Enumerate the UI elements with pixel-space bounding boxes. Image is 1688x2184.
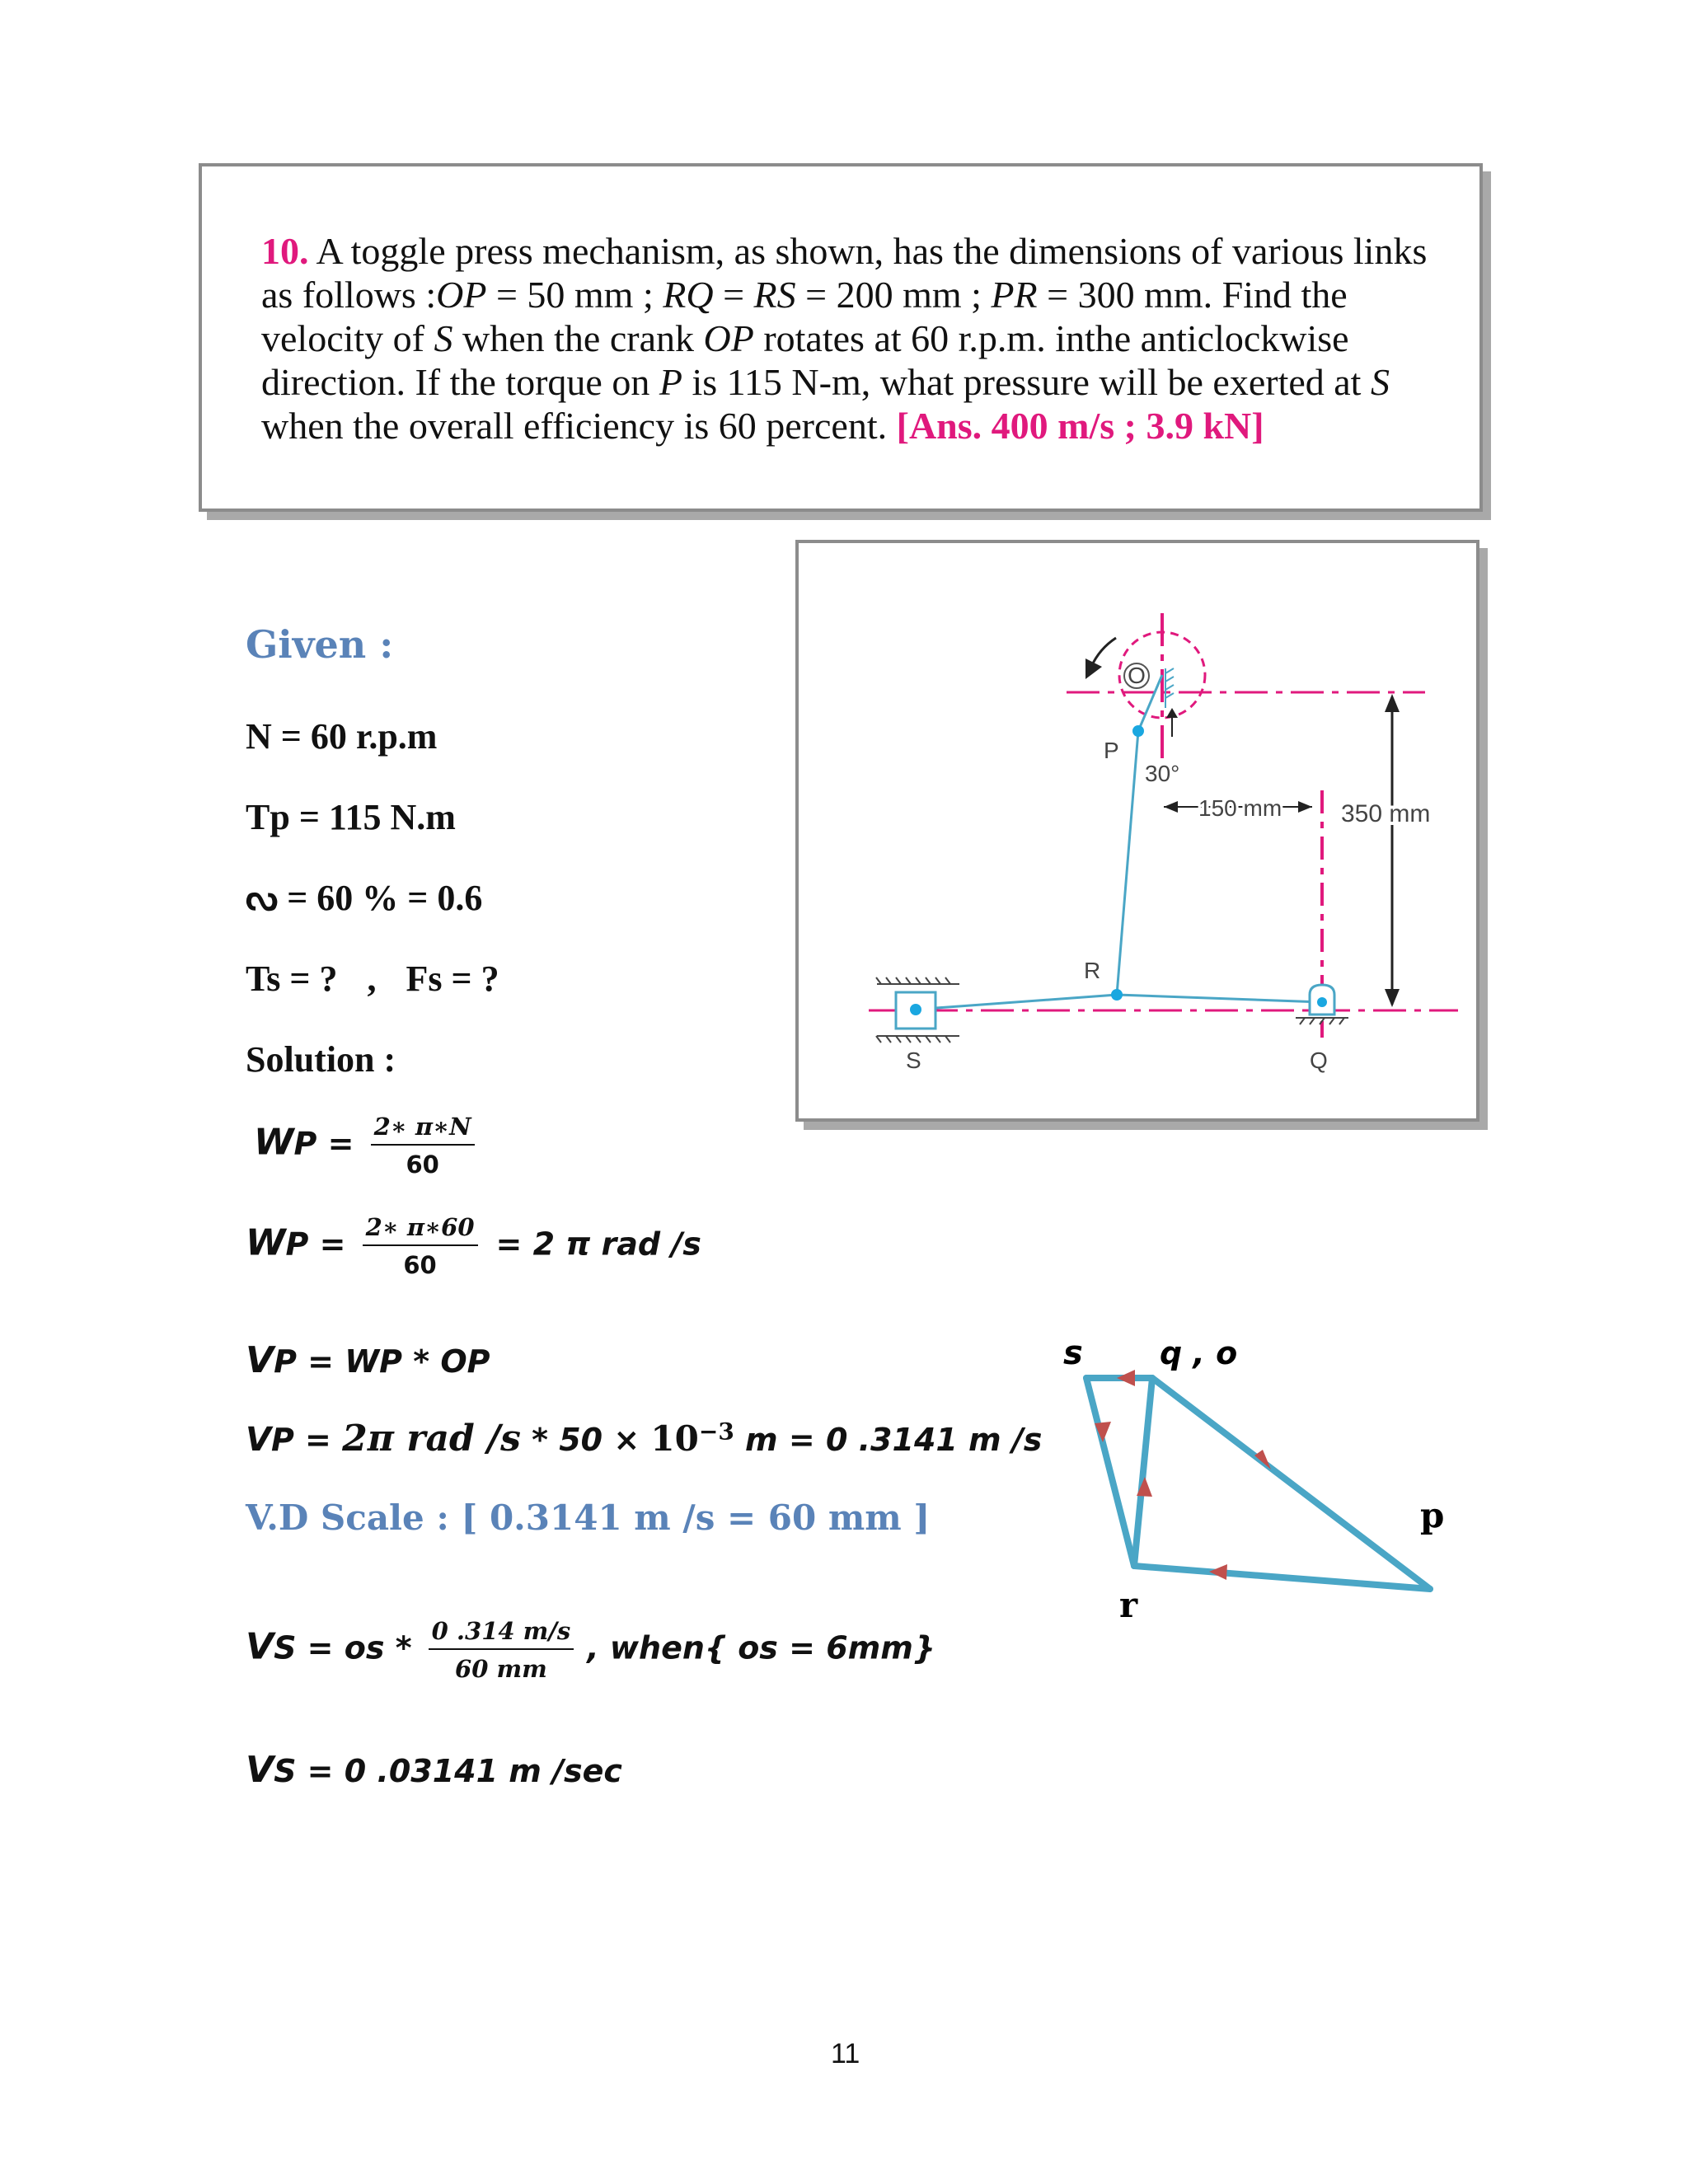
label-s: S xyxy=(906,1047,921,1073)
label-vd-qo: q , o xyxy=(1160,1335,1238,1371)
mechanism-diagram xyxy=(799,543,1476,1118)
page-number: 11 xyxy=(831,2038,860,2069)
given-tp: Tp = 115 N.m xyxy=(246,797,456,837)
problem-box xyxy=(199,163,1483,512)
arrow-so xyxy=(1117,1370,1135,1386)
given-heading: Given : xyxy=(246,622,394,667)
given-unknowns: Ts = ? , Fs = ? xyxy=(246,958,499,999)
arrow-pr xyxy=(1209,1564,1227,1580)
link-pr xyxy=(1117,731,1138,995)
vd-scale: V.D Scale : [ 0.3141 m /s = 60 mm ] xyxy=(246,1497,931,1538)
solution-heading: Solution : xyxy=(246,1039,396,1080)
wp-formula: WP = $\frac{2∗ \pi∗N}{60}$ xyxy=(254,1113,481,1179)
label-r: R xyxy=(1084,958,1101,983)
vector-rq xyxy=(1134,1378,1152,1566)
dim-350-label: 350 mm xyxy=(1341,800,1431,827)
answer: [Ans. 400 m/s ; 3.9 kN] xyxy=(896,405,1264,447)
joint-r xyxy=(1111,989,1123,1001)
problem-number: 10. xyxy=(261,230,309,272)
label-q: Q xyxy=(1310,1047,1328,1073)
dim-350-arrow-bottom xyxy=(1385,989,1400,1007)
wp-substitution: WP = $\frac{2∗ \pi∗60}{60}$ = 2 π rad /s xyxy=(246,1213,701,1279)
efficiency-symbol: ᔓ xyxy=(246,878,279,918)
label-o: O xyxy=(1128,663,1146,688)
vs-fraction: $\frac{0 .314 m/s}{60 mm}$ xyxy=(429,1617,574,1683)
rotation-arrow xyxy=(1091,638,1116,667)
wp-fraction: $\frac{2∗ \pi∗N}{60}$ xyxy=(371,1113,475,1179)
label-vd-p: p xyxy=(1420,1495,1445,1535)
dim-150-arrow-right xyxy=(1298,801,1312,813)
vector-rs xyxy=(1086,1378,1134,1566)
pivot-q xyxy=(1296,985,1348,1024)
vs-formula: VS = os * $\frac{0 .314 m/s}{60 mm}$ , when{ os = 6mm} xyxy=(246,1617,935,1683)
label-vd-r: r xyxy=(1119,1585,1138,1625)
joint-p xyxy=(1132,725,1144,737)
label-p: P xyxy=(1104,738,1119,763)
wp-substitution-fraction: $\frac{2∗ \pi∗60}{60}$ xyxy=(363,1213,478,1279)
label-vd-s: s xyxy=(1063,1334,1083,1372)
vp-substitution: VP = 2π rad $/s * 50 \times 10^{-3}$ m = 0 .3141 m /s xyxy=(246,1418,1043,1460)
vector-pr xyxy=(1134,1566,1430,1589)
velocity-diagram xyxy=(1030,1327,1492,1632)
angle-arrowhead xyxy=(1166,708,1178,718)
given-n: N = 60 r.p.m xyxy=(246,716,438,757)
given-efficiency: ᔓ = 60 % = 0.6 xyxy=(246,878,483,918)
pivot-o-hatch xyxy=(1165,668,1174,708)
problem-statement: 10. A toggle press mechanism, as shown, has the dimensions of various links as follows :OP = 50 mm ; RQ = RS = 200 mm ; PR = 300 mm. Find the velocity of S when the crank OP rotates at 60 r.p.m. inthe anticlockwise direction. If the torque on P is 115 N-m, what pressure will be exerted at S when the overall efficiency is 60 percent. [Ans. 400 m/s ; 3.9 kN] xyxy=(261,230,1428,447)
vp-formula: VP = WP * OP xyxy=(246,1339,490,1381)
link-rs xyxy=(914,995,1117,1010)
vector-op xyxy=(1152,1378,1430,1589)
dim-350-arrow-top xyxy=(1385,694,1400,712)
vs-result: VS = 0 .03141 m /sec xyxy=(246,1749,622,1791)
dim-150-label: 150 mm xyxy=(1198,795,1282,821)
dim-150-arrow-left xyxy=(1164,801,1178,813)
link-rq xyxy=(1117,995,1322,1002)
mechanism-figure xyxy=(795,540,1479,1122)
angle-label: 30° xyxy=(1145,761,1180,786)
